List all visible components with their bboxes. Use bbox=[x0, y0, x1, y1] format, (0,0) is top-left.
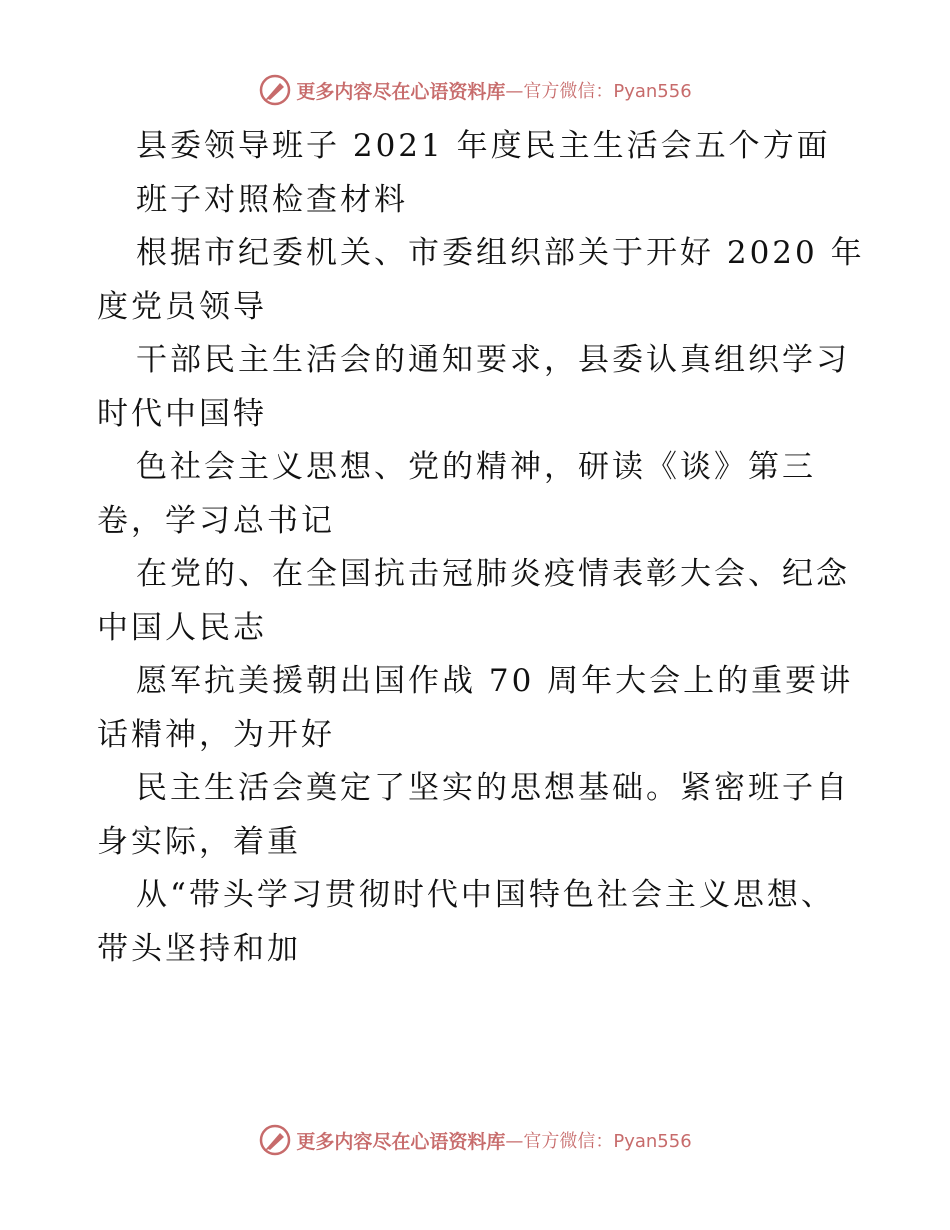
header-banner bbox=[0, 70, 950, 110]
text-line: 在党的、在全国抗击冠肺炎疫情表彰大会、纪念 bbox=[136, 556, 850, 592]
banner-wechat: —官方微信：Pyan556 bbox=[505, 81, 692, 102]
document-body bbox=[97, 120, 867, 976]
text-line: 中国人民志 bbox=[97, 609, 267, 646]
text-line: 色社会主义思想、党的精神，研读《谈》第三 bbox=[136, 449, 816, 485]
text-line: 县委领导班子 2021 年度民主生活会五个方面 bbox=[136, 128, 831, 164]
pen-nib-logo-icon bbox=[258, 1123, 292, 1157]
banner-title: 更多内容尽在心语资料库 bbox=[296, 1130, 506, 1153]
text-line: 带头坚持和加 bbox=[97, 930, 301, 967]
text-line: 卷，学习总书记 bbox=[97, 502, 335, 539]
text-line: 从“带头学习贯彻时代中国特色社会主义思想、 bbox=[136, 877, 835, 913]
banner-title: 更多内容尽在心语资料库 bbox=[296, 80, 506, 103]
text-line: 话精神，为开好 bbox=[97, 716, 335, 753]
text-line: 身实际，着重 bbox=[97, 823, 301, 860]
text-line: 根据市纪委机关、市委组织部关于开好 2020 年 bbox=[136, 235, 865, 271]
text-line: 民主生活会奠定了坚实的思想基础。紧密班子自 bbox=[136, 770, 850, 806]
footer-banner bbox=[0, 1120, 950, 1160]
text-line: 班子对照检查材料 bbox=[136, 181, 408, 218]
pen-nib-logo-icon bbox=[258, 73, 292, 107]
text-line: 时代中国特 bbox=[97, 395, 267, 432]
text-line: 愿军抗美援朝出国作战 70 周年大会上的重要讲 bbox=[136, 663, 854, 699]
text-line: 度党员领导 bbox=[97, 288, 267, 325]
banner-wechat: —官方微信：Pyan556 bbox=[505, 1131, 692, 1152]
text-line: 干部民主生活会的通知要求，县委认真组织学习 bbox=[136, 342, 850, 378]
